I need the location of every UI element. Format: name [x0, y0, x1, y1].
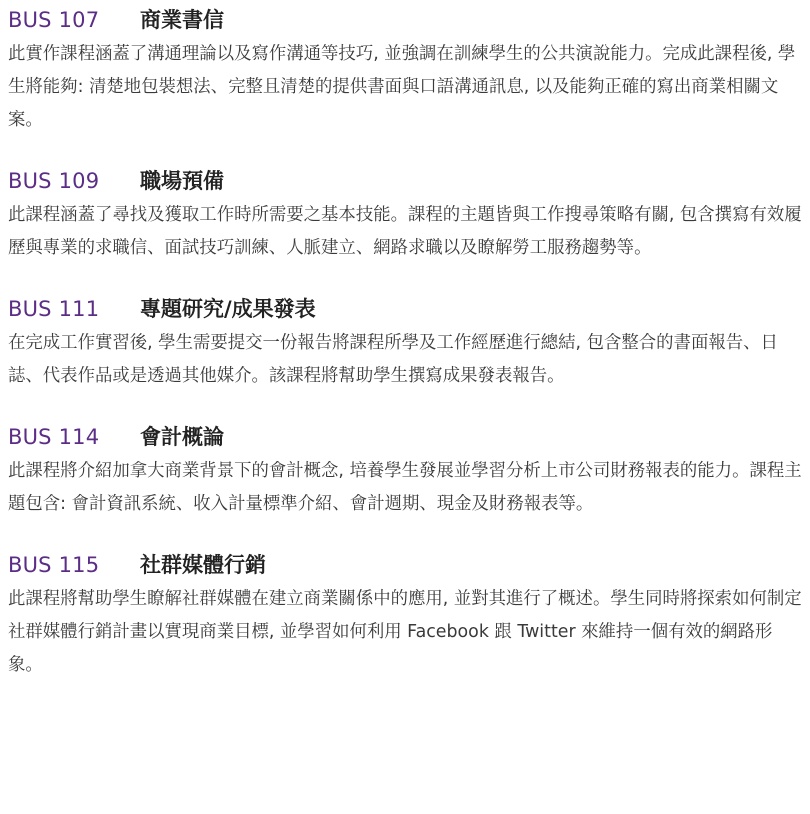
course-description: 此課程將幫助學生瞭解社群媒體在建立商業關係中的應用, 並對其進行了概述。學生同時將探索如何制定社群媒體行銷計畫以實現商業目標, 並學習如何利用 Facebook 跟 Twitter 來維持一個有效的網路形象。 — [8, 589, 802, 675]
course-bus-111 — [8, 293, 802, 393]
course-header — [8, 165, 802, 199]
course-header — [8, 293, 802, 327]
course-bus-115 — [8, 549, 802, 682]
course-code: BUS 109 — [8, 169, 100, 193]
course-description: 此課程涵蓋了尋找及獲取工作時所需要之基本技能。課程的主題皆與工作搜尋策略有關, 包含撰寫有效履歷與專業的求職信、面試技巧訓練、人脈建立、網路求職以及瞭解勞工服務趨勢等。 — [8, 205, 802, 258]
course-title: 職場預備 — [140, 169, 224, 193]
course-code: BUS 111 — [8, 297, 100, 321]
course-bus-107 — [8, 4, 802, 137]
course-title: 商業書信 — [140, 8, 224, 32]
course-title: 社群媒體行銷 — [140, 553, 266, 577]
course-code: BUS 114 — [8, 425, 100, 449]
course-header — [8, 421, 802, 455]
course-description: 此實作課程涵蓋了溝通理論以及寫作溝通等技巧, 並強調在訓練學生的公共演說能力。完成此課程後, 學生將能夠: 清楚地包裝想法、完整且清楚的提供書面與口語溝通訊息, 以及能夠正確的寫出商業相關文案。 — [8, 44, 796, 130]
course-description: 在完成工作實習後, 學生需要提交一份報告將課程所學及工作經歷進行總結, 包含整合的書面報告、日誌、代表作品或是透過其他媒介。該課程將幫助學生撰寫成果發表報告。 — [8, 333, 778, 386]
course-code: BUS 115 — [8, 553, 100, 577]
course-bus-109 — [8, 165, 802, 265]
course-header — [8, 549, 802, 583]
course-description: 此課程將介紹加拿大商業背景下的會計概念, 培養學生發展並學習分析上市公司財務報表的能力。課程主題包含: 會計資訊系統、收入計量標準介紹、會計週期、現金及財務報表等。 — [8, 461, 802, 514]
course-title: 會計概論 — [140, 425, 224, 449]
course-bus-114 — [8, 421, 802, 521]
course-header — [8, 4, 802, 38]
course-title: 專題研究/成果發表 — [140, 297, 316, 321]
course-code: BUS 107 — [8, 8, 100, 32]
